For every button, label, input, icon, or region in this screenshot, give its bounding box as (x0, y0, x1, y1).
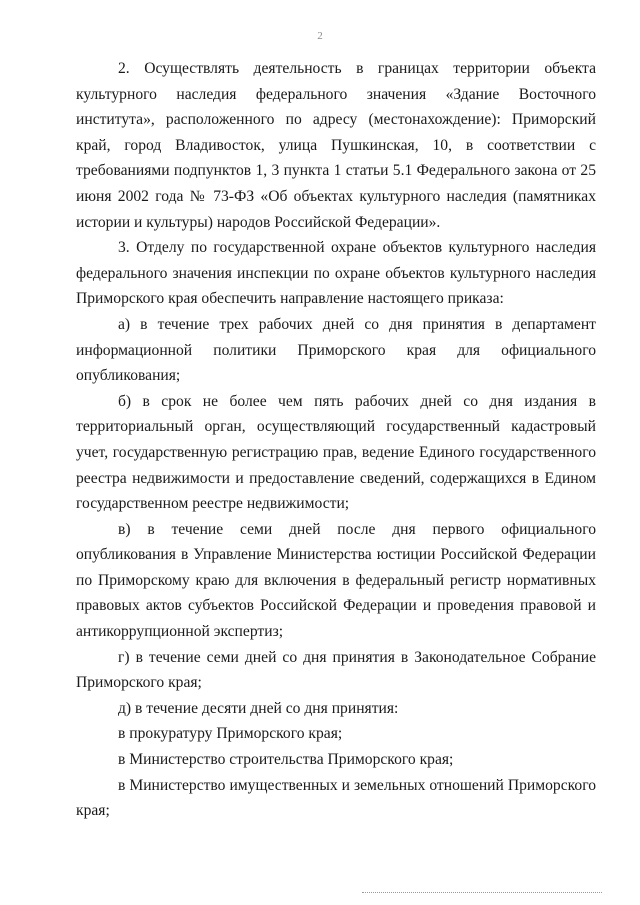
paragraph-item-3: 3. Отделу по государственной охране объектов культурного наследия федерального значения инспекции по охране объектов культурного наследия Приморского края обеспечить направление настоящего приказа: (76, 239, 596, 308)
paragraph-subitem-b: б) в срок не более чем пять рабочих дней со дня издания в территориальный орган, осуществляющий государственный кадастровый учет, государственную регистрацию прав, ведение Единого государственного реестра недвижимости и предоставление сведений, содержащихся в Едином государственном реестре недвижимости; (76, 392, 596, 513)
paragraph-subitem-v: в) в течение семи дней после дня первого официального опубликования в Управление Министерства юстиции Российской Федерации по Приморскому краю для включения в федеральный регистр нормативных правовых актов субъектов Российской Федерации и проведения правовой и антикоррупционной экспертиз; (76, 520, 596, 641)
document-body (76, 56, 596, 824)
paragraph-subitem-a: а) в течение трех рабочих дней со дня принятия в департамент информационной политики Приморского края для официального опубликования; (76, 315, 596, 385)
paragraph-item-2: 2. Осуществлять деятельность в границах территории объекта культурного наследия федерального значения «Здание Восточного института», расположенного по адресу (местонахождение): Приморский край, город Владивосток, улица Пушкинская, 10, в соответствии с требованиями подпунктов 1, 3 пункта 1 статьи 5.1 Федерального закона от 25 июня 2002 года № 73-ФЗ «Об объектах культурного наследия (памятниках истории и культуры) народов Российской Федерации». (76, 60, 596, 231)
paragraph-subitem-g: г) в течение семи дней со дня принятия в Законодательное Собрание Приморского края; (76, 648, 596, 692)
scan-artifact-line (362, 892, 602, 893)
recipient-prosecutor: в прокуратуру Приморского края; (118, 725, 343, 743)
recipient-property-ministry: в Министерство имущественных и земельных отношений Приморского края; (76, 776, 596, 820)
paragraph-subitem-d: д) в течение десяти дней со дня принятия: (118, 699, 399, 717)
page-number: 2 (317, 30, 323, 42)
recipient-construction-ministry: в Министерство строительства Приморского края; (118, 751, 454, 769)
